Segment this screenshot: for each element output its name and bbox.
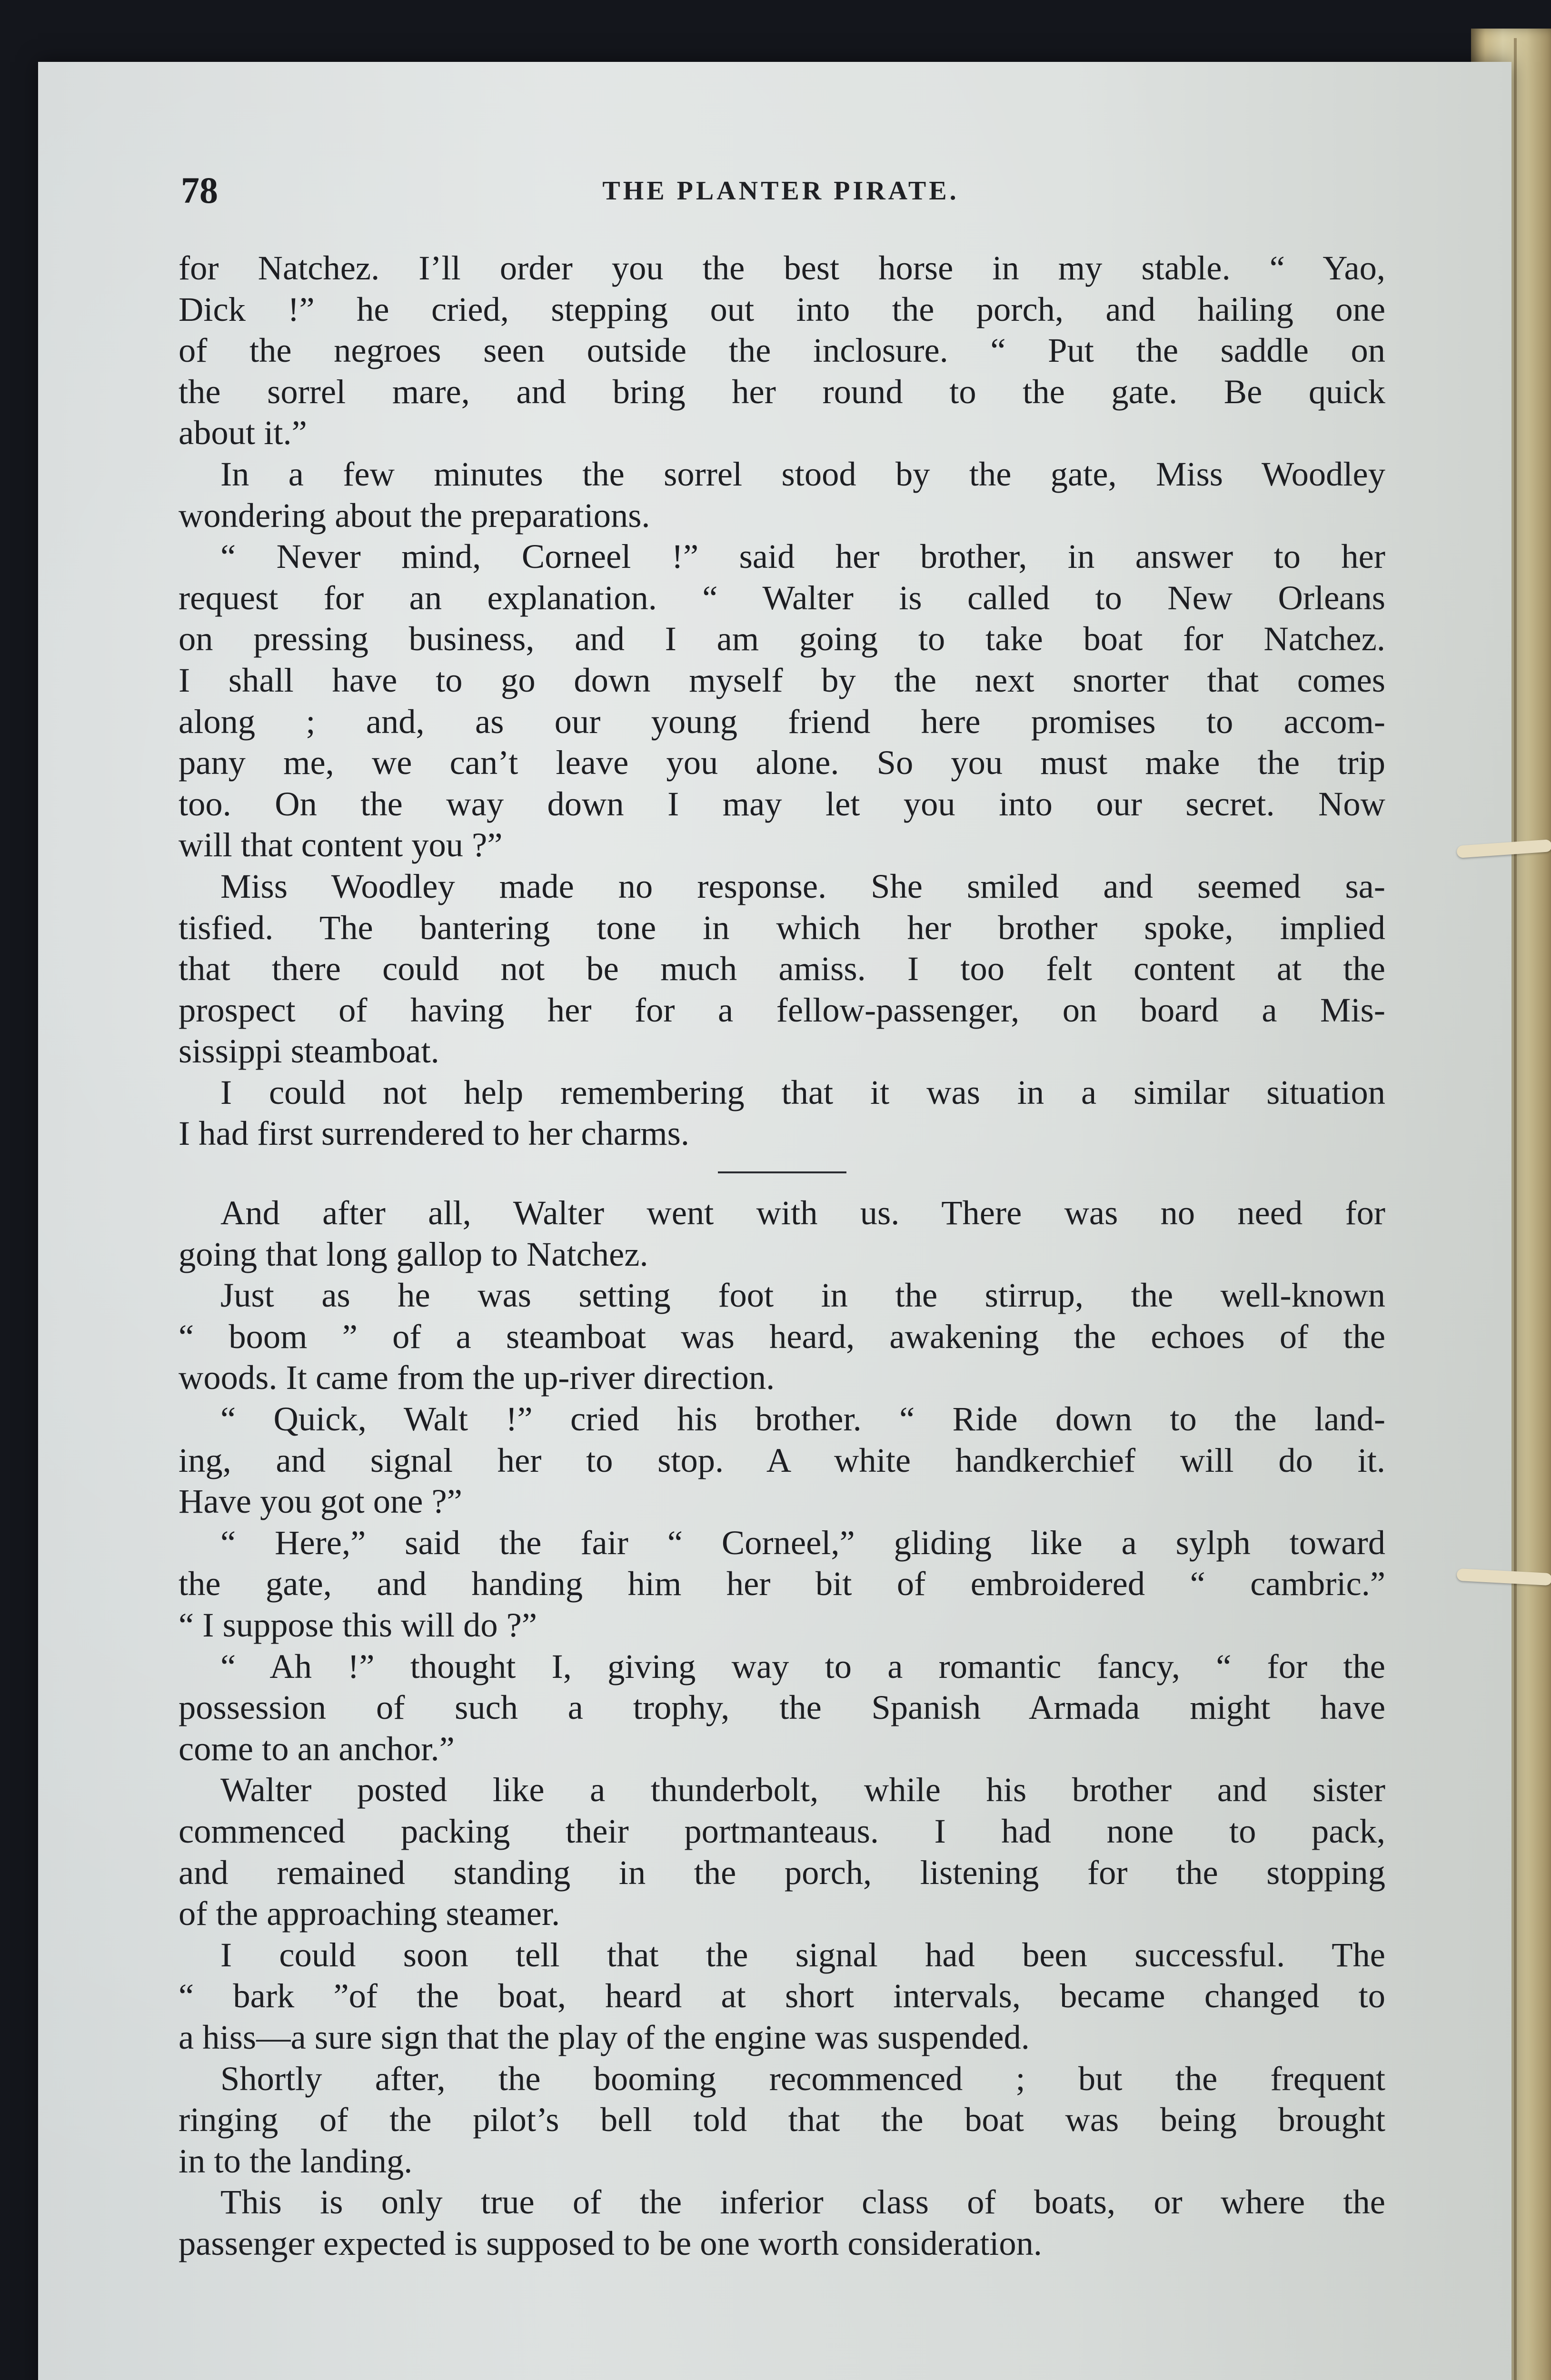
text-line: a hiss—a sure sign that the play of the engine was suspended. xyxy=(179,2017,1030,2056)
text-line: “ boom ” of a steamboat was heard, awakening the echoes of the xyxy=(179,1317,1385,1356)
paragraph xyxy=(179,248,1385,454)
text-line: commenced packing their portmanteaus. I had none to pack, xyxy=(179,1811,1385,1850)
text-line: request for an explanation. “ Walter is called to New Orleans xyxy=(179,578,1385,617)
text-line: Just as he was setting foot in the stirrup, the well-known xyxy=(220,1276,1385,1315)
text-line: “ Here,” said the fair “ Corneel,” gliding like a sylph toward xyxy=(220,1523,1385,1562)
section-divider xyxy=(718,1171,846,1173)
paragraph xyxy=(179,454,1385,536)
text-line: “ Quick, Walt !” cried his brother. “ Ride down to the land- xyxy=(220,1399,1385,1438)
text-line: ing, and signal her to stop. A white handkerchief will do it. xyxy=(179,1440,1385,1479)
text-line: going that long gallop to Natchez. xyxy=(179,1234,648,1273)
text-line: “ bark ”of the boat, heard at short intervals, became changed to xyxy=(179,1976,1385,2015)
paragraph xyxy=(179,1769,1385,1934)
running-head: THE PLANTER PIRATE. xyxy=(602,176,959,206)
text-line: tisfied. The bantering tone in which her brother spoke, implied xyxy=(179,908,1385,947)
text-line: This is only true of the inferior class of boats, or where the xyxy=(220,2182,1385,2221)
text-line: wondering about the preparations. xyxy=(179,496,650,535)
text-line: that there could not be much amiss. I too felt content at the xyxy=(179,949,1385,988)
page-header xyxy=(181,169,1381,221)
paragraph xyxy=(179,1072,1385,1154)
paragraph xyxy=(179,1275,1385,1398)
text-line: “ Never mind, Corneel !” said her brother, in answer to her xyxy=(220,537,1385,576)
text-line: possession of such a trophy, the Spanish Armada might have xyxy=(179,1688,1385,1727)
text-line: passenger expected is supposed to be one worth consideration. xyxy=(179,2223,1043,2262)
text-line: ringing of the pilot’s bell told that the boat was being brought xyxy=(179,2100,1385,2139)
paragraph xyxy=(179,2058,1385,2182)
text-line: And after all, Walter went with us. There was no need for xyxy=(220,1193,1385,1232)
text-line: for Natchez. I’ll order you the best horse in my stable. “ Yao, xyxy=(179,248,1385,287)
paragraph xyxy=(179,1398,1385,1522)
text-line: In a few minutes the sorrel stood by the gate, Miss Woodley xyxy=(220,454,1385,493)
paragraph xyxy=(179,1934,1385,2058)
text-line: sissippi steamboat. xyxy=(179,1031,439,1071)
paragraph xyxy=(179,866,1385,1072)
text-line: Shortly after, the booming recommenced ; but the frequent xyxy=(220,2059,1385,2098)
text-line: Walter posted like a thunderbolt, while his brother and sister xyxy=(220,1770,1385,1809)
text-line: along ; and, as our young friend here promises to accom- xyxy=(179,702,1385,741)
text-line: I could not help remembering that it was in a similar situation xyxy=(220,1072,1385,1111)
text-line: woods. It came from the up-river direction. xyxy=(179,1358,775,1397)
text-line: on pressing business, and I am going to take boat for Natchez. xyxy=(179,619,1385,658)
text-line: I had first surrendered to her charms. xyxy=(179,1114,689,1153)
text-line: about it.” xyxy=(179,413,307,452)
page-number: 78 xyxy=(181,169,218,211)
text-line: “ Ah !” thought I, giving way to a romantic fancy, “ for the xyxy=(220,1646,1385,1686)
paragraph xyxy=(179,1522,1385,1646)
paragraph xyxy=(179,536,1385,866)
text-line: I shall have to go down myself by the next snorter that comes xyxy=(179,660,1385,699)
text-line: I could soon tell that the signal had been successful. The xyxy=(220,1935,1385,1974)
text-line: come to an anchor.” xyxy=(179,1729,455,1768)
text-line: the sorrel mare, and bring her round to the gate. Be quick xyxy=(179,372,1385,411)
page-edge-line xyxy=(1514,38,1517,2380)
body-text xyxy=(179,248,1385,2264)
text-line: too. On the way down I may let you into our secret. Now xyxy=(179,784,1385,823)
text-line: in to the landing. xyxy=(179,2141,413,2180)
text-line: pany me, we can’t leave you alone. So you must make the trip xyxy=(179,743,1385,782)
paragraph xyxy=(179,1192,1385,1275)
text-line: prospect of having her for a fellow-passenger, on board a Mis- xyxy=(179,990,1385,1029)
text-line: of the negroes seen outside the inclosure. “ Put the saddle on xyxy=(179,331,1385,370)
text-line: and remained standing in the porch, listening for the stopping xyxy=(179,1853,1385,1892)
text-line: Have you got one ?” xyxy=(179,1482,462,1521)
text-line: the gate, and handing him her bit of embroidered “ cambric.” xyxy=(179,1564,1385,1603)
text-line: Miss Woodley made no response. She smiled and seemed sa- xyxy=(220,866,1385,905)
paragraph xyxy=(179,2182,1385,2264)
text-line: will that content you ?” xyxy=(179,825,503,864)
text-line: of the approaching steamer. xyxy=(179,1894,560,1933)
text-line: Dick !” he cried, stepping out into the porch, and hailing one xyxy=(179,289,1385,328)
text-line: “ I suppose this will do ?” xyxy=(179,1606,537,1644)
paragraph xyxy=(179,1646,1385,1770)
